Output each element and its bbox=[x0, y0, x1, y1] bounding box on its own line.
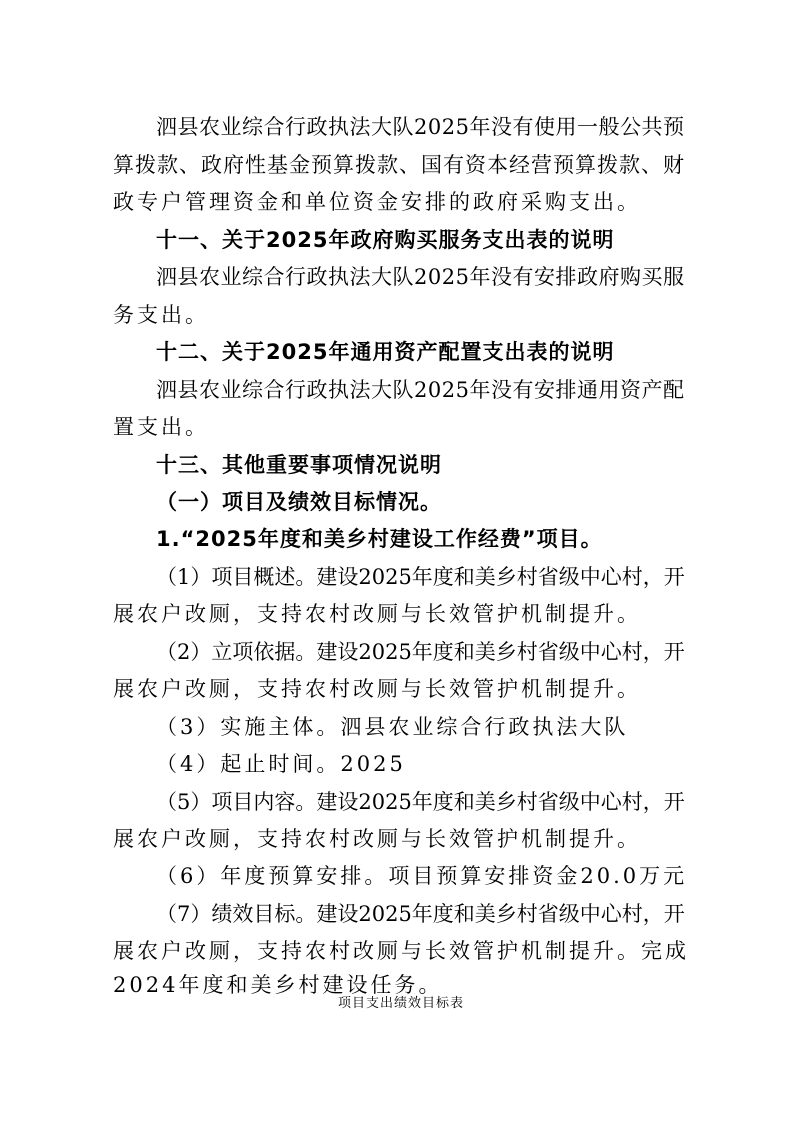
project-title: 1.“2025年度和美乡村建设工作经费”项目。 bbox=[156, 527, 603, 551]
paragraph-procurement-line-2: 算拨款、政府性基金预算拨款、国有资本经营预算拨款、财 bbox=[113, 153, 685, 177]
table-caption: 项目支出绩效目标表 bbox=[338, 996, 465, 1011]
subheading-project-goals: （一）项目及绩效目标情况。 bbox=[156, 490, 442, 514]
paragraph-assets-line-1: 泗县农业综合行政执法大队2025年没有安排通用资产配 bbox=[156, 378, 685, 402]
paragraph-services-line-2: 务支出。 bbox=[113, 303, 209, 327]
item-content-line-2: 展农户改厕，支持农村改厕与长效管护机制提升。 bbox=[113, 827, 641, 851]
item-content-line-1: （5）项目内容。建设2025年度和美乡村省级中心村，开 bbox=[156, 790, 685, 814]
item-budget: （6）年度预算安排。项目预算安排资金20.0万元 bbox=[156, 864, 688, 888]
item-goal-line-3: 2024年度和美乡村建设任务。 bbox=[113, 973, 443, 997]
item-goal-line-1: （7）绩效目标。建设2025年度和美乡村省级中心村，开 bbox=[156, 902, 685, 926]
section-heading-11: 十一、关于2025年政府购买服务支出表的说明 bbox=[156, 228, 615, 252]
item-goal-line-2: 展农户改厕，支持农村改厕与长效管护机制提升。完成 bbox=[113, 939, 689, 963]
section-heading-13: 十三、其他重要事项情况说明 bbox=[156, 453, 442, 477]
item-implementer: （3）实施主体。泗县农业综合行政执法大队 bbox=[156, 715, 629, 739]
item-overview-line-2: 展农户改厕，支持农村改厕与长效管护机制提升。 bbox=[113, 602, 641, 626]
paragraph-procurement-line-1: 泗县农业综合行政执法大队2025年没有使用一般公共预 bbox=[156, 115, 685, 139]
paragraph-assets-line-2: 置支出。 bbox=[113, 415, 209, 439]
item-overview-line-1: （1）项目概述。建设2025年度和美乡村省级中心村，开 bbox=[156, 565, 685, 589]
item-basis-line-2: 展农户改厕，支持农村改厕与长效管护机制提升。 bbox=[113, 677, 641, 701]
paragraph-procurement-line-3: 政专户管理资金和单位资金安排的政府采购支出。 bbox=[113, 190, 641, 214]
section-heading-12: 十二、关于2025年通用资产配置支出表的说明 bbox=[156, 340, 615, 364]
item-basis-line-1: （2）立项依据。建设2025年度和美乡村省级中心村，开 bbox=[156, 640, 685, 664]
paragraph-services-line-1: 泗县农业综合行政执法大队2025年没有安排政府购买服 bbox=[156, 265, 685, 289]
item-period: （4）起止时间。2025 bbox=[156, 752, 406, 776]
